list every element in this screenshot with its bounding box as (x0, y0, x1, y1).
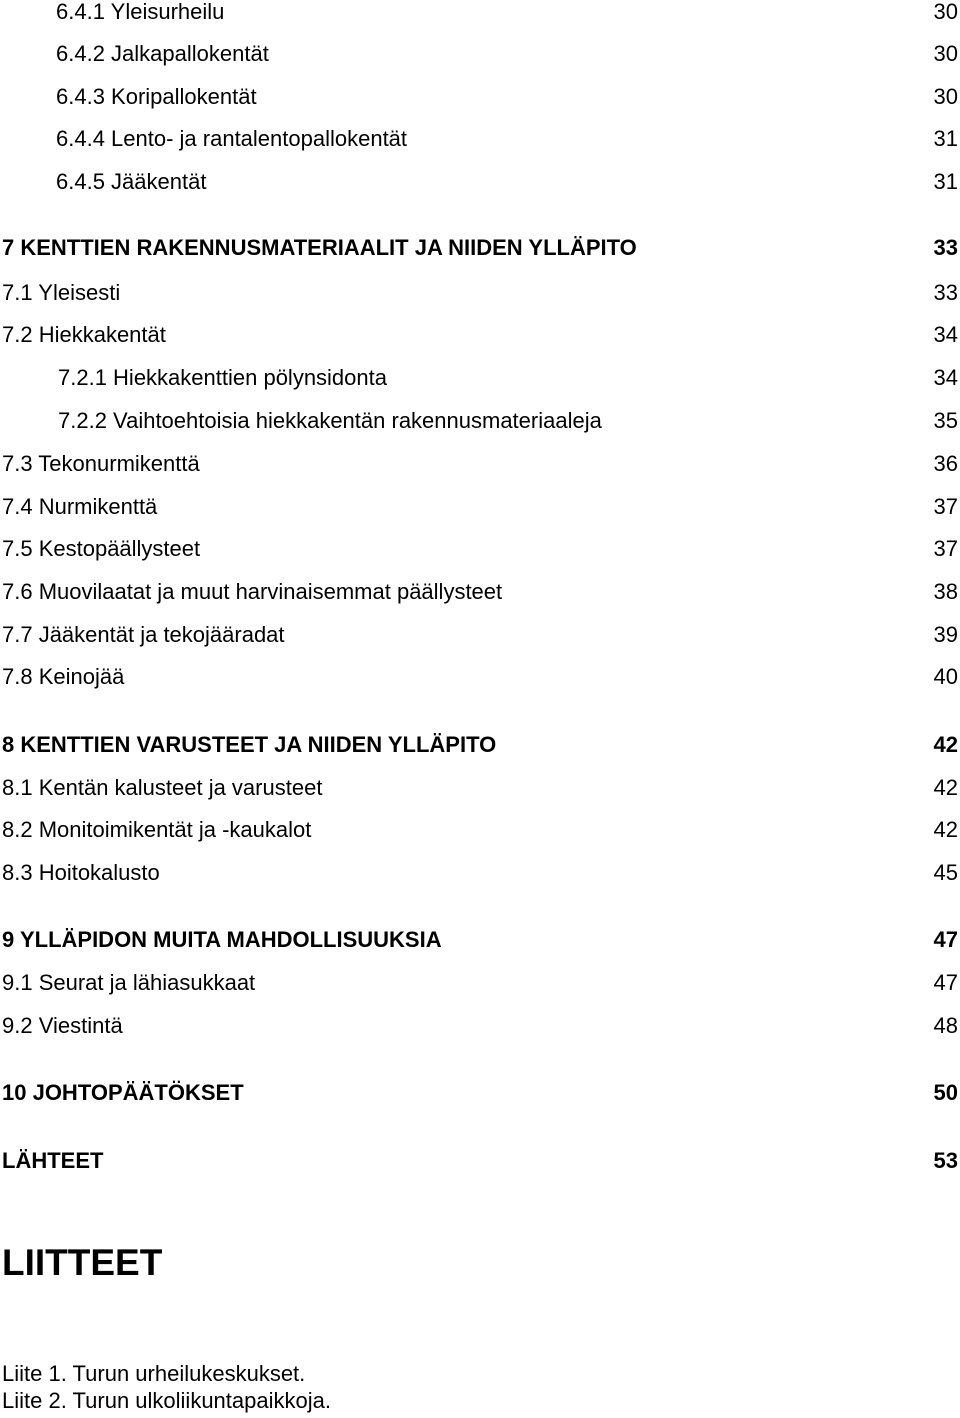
toc-entry-page: 34 (933, 322, 958, 347)
toc-chapter[interactable] (0, 233, 958, 263)
toc-chapter-page: 53 (933, 1148, 958, 1173)
toc-entry-page: 37 (933, 494, 958, 519)
toc-entry-page: 47 (933, 970, 958, 995)
toc-entry-page: 30 (933, 41, 958, 66)
toc-entry-label: 8.3 Hoitokalusto (2, 860, 160, 885)
toc-entry-label: 9.1 Seurat ja lähiasukkaat (2, 970, 256, 995)
toc-entry-page: 38 (933, 579, 958, 604)
toc-chapter-label: 9 YLLÄPIDON MUITA MAHDOLLISUUKSIA (2, 927, 442, 952)
toc-entry[interactable] (0, 662, 958, 692)
toc-entry[interactable] (0, 124, 958, 154)
toc-entry[interactable] (0, 577, 958, 607)
toc-entry[interactable] (0, 968, 958, 998)
toc-chapter[interactable] (0, 730, 958, 760)
toc-entry[interactable] (0, 278, 958, 308)
toc-entry-page: 45 (933, 860, 958, 885)
toc-entry-label: 6.4.3 Koripallokentät (56, 84, 257, 109)
appendix-item[interactable]: Liite 1. Turun urheilukeskukset. (2, 1361, 306, 1386)
toc-entry-page: 31 (933, 126, 958, 151)
toc-entry[interactable] (0, 858, 958, 888)
toc-entry-label: 7.1 Yleisesti (2, 280, 121, 305)
toc-chapter-page: 50 (933, 1080, 958, 1105)
toc-entry-page: 42 (933, 817, 958, 842)
toc-entry-label: 8.1 Kentän kalusteet ja varusteet (2, 775, 323, 800)
toc-entry[interactable] (0, 406, 958, 436)
toc-entry-label: 7.4 Nurmikenttä (2, 494, 158, 519)
toc-entry-label: 6.4.5 Jääkentät (56, 169, 207, 194)
toc-entry-page: 37 (933, 536, 958, 561)
toc-entry[interactable] (0, 167, 958, 197)
toc-entry[interactable] (0, 449, 958, 479)
toc-entry-label: 6.4.1 Yleisurheilu (56, 0, 225, 24)
toc-entry-label: 9.2 Viestintä (2, 1013, 123, 1038)
toc-entry-page: 34 (933, 365, 958, 390)
toc-entry-page: 31 (933, 169, 958, 194)
toc-entry[interactable] (0, 320, 958, 350)
toc-chapter-page: 33 (933, 235, 958, 260)
toc-entry-label: 7.3 Tekonurmikenttä (2, 451, 200, 476)
toc-entry[interactable] (0, 1011, 958, 1041)
toc-entry-label: 7.5 Kestopäällysteet (2, 536, 201, 561)
toc-entry[interactable] (0, 82, 958, 112)
toc-entry-page: 33 (933, 280, 958, 305)
toc-chapter-page: 47 (933, 927, 958, 952)
toc-entry-label: 7.2 Hiekkakentät (2, 322, 166, 347)
toc-entry-label: 7.7 Jääkentät ja tekojääradat (2, 622, 285, 647)
toc-entry[interactable] (0, 0, 958, 27)
toc-entry-page: 40 (933, 664, 958, 689)
toc-chapter-label: LÄHTEET (2, 1148, 104, 1173)
toc-entry[interactable] (0, 773, 958, 803)
toc-chapter[interactable] (0, 925, 958, 955)
toc-entry-page: 48 (933, 1013, 958, 1038)
toc-chapter[interactable] (0, 1146, 958, 1176)
toc-entry[interactable] (0, 39, 958, 69)
toc-entry-label: 6.4.4 Lento- ja rantalentopallokentät (56, 126, 408, 151)
toc-entry-page: 30 (933, 84, 958, 109)
toc-entry[interactable] (0, 363, 958, 393)
appendices-title: LIITTEET (2, 1242, 163, 1283)
toc-entry-label: 7.8 Keinojää (2, 664, 125, 689)
toc-entry[interactable] (0, 620, 958, 650)
toc-chapter-label: 10 JOHTOPÄÄTÖKSET (2, 1080, 244, 1105)
toc-entry-page: 42 (933, 775, 958, 800)
toc-entry-page: 30 (933, 0, 958, 24)
toc-chapter[interactable] (0, 1078, 958, 1108)
toc-chapter-label: 7 KENTTIEN RAKENNUSMATERIAALIT JA NIIDEN YLLÄPITO (2, 235, 637, 260)
toc-entry-label: 6.4.2 Jalkapallokentät (56, 41, 269, 66)
toc-entry-label: 7.6 Muovilaatat ja muut harvinaisemmat päällysteet (2, 579, 503, 604)
toc-entry[interactable] (0, 492, 958, 522)
toc-entry-label: 7.2.1 Hiekkakenttien pölynsidonta (58, 365, 387, 390)
toc-entry-page: 36 (933, 451, 958, 476)
toc-entry-page: 39 (933, 622, 958, 647)
toc-chapter-label: 8 KENTTIEN VARUSTEET JA NIIDEN YLLÄPITO (2, 732, 497, 757)
toc-chapter-page: 42 (933, 732, 958, 757)
appendix-item[interactable]: Liite 2. Turun ulkoliikuntapaikkoja. (2, 1388, 331, 1413)
toc-entry-label: 7.2.2 Vaihtoehtoisia hiekkakentän rakennusmateriaaleja (58, 408, 602, 433)
toc-entry-label: 8.2 Monitoimikentät ja -kaukalot (2, 817, 312, 842)
toc-entry[interactable] (0, 534, 958, 564)
toc-entry[interactable] (0, 815, 958, 845)
toc-entry-page: 35 (933, 408, 958, 433)
